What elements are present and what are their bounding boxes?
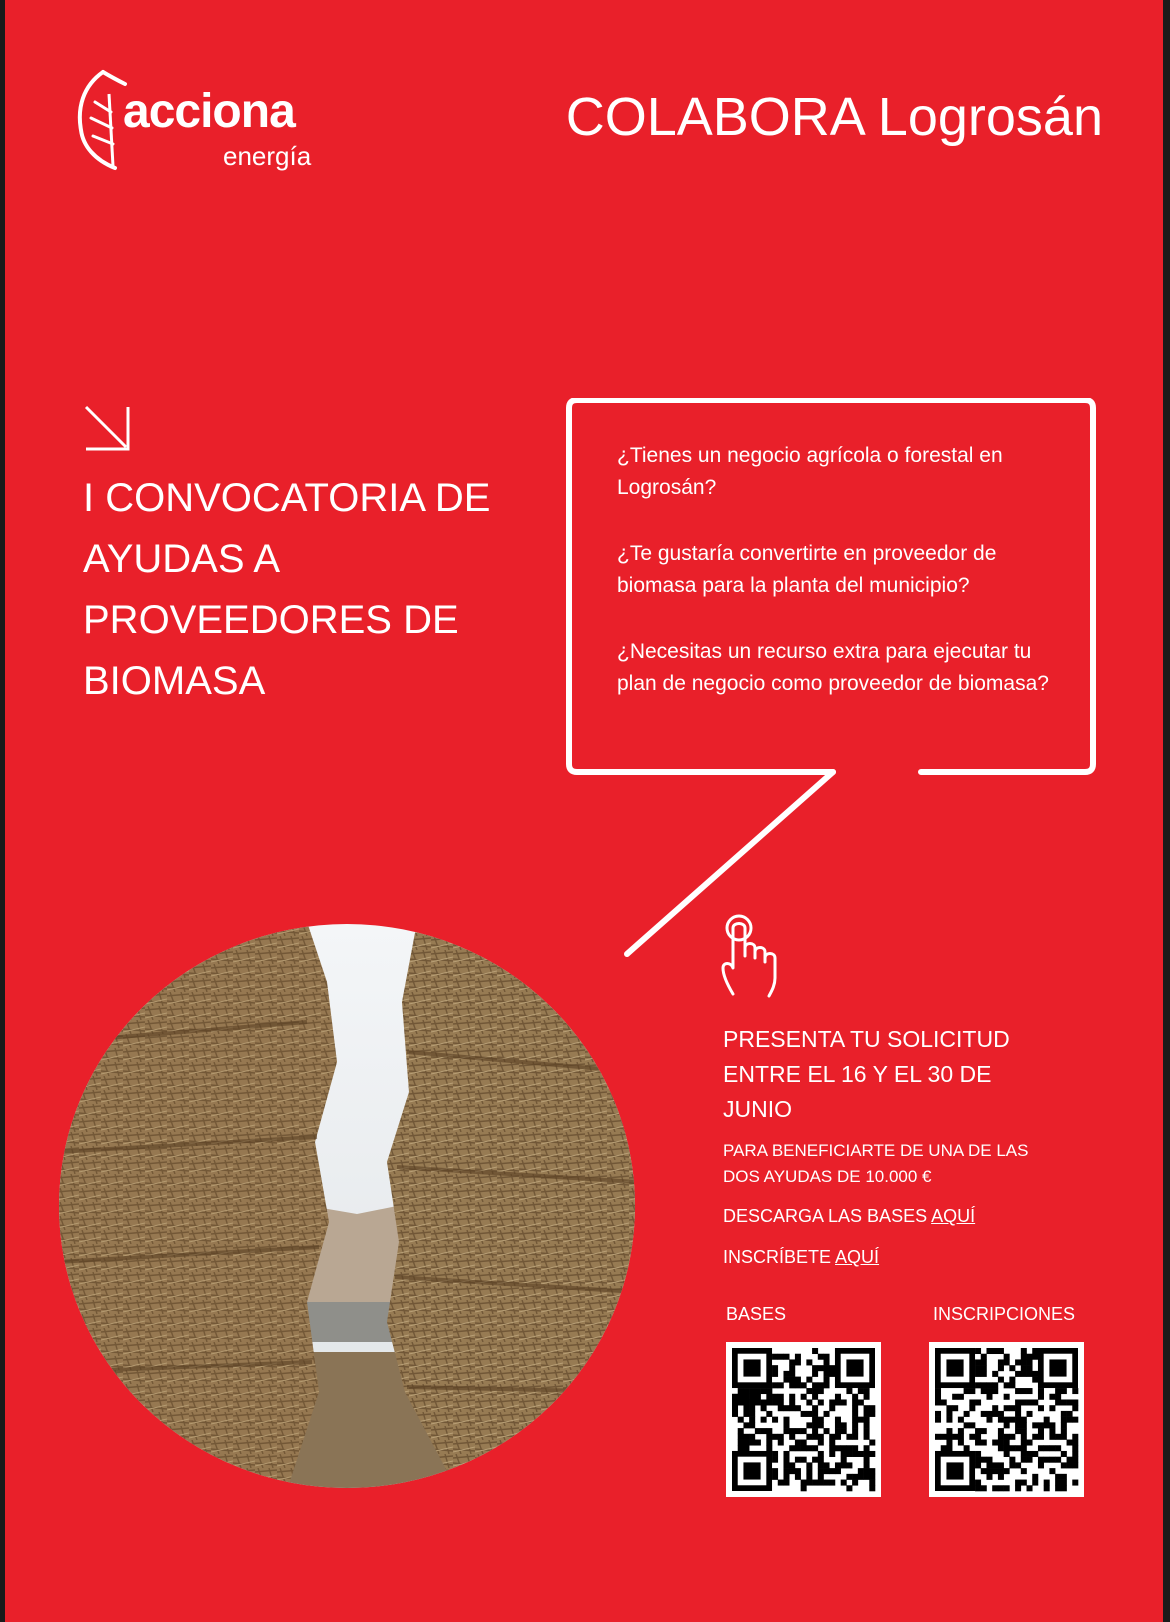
question-2: ¿Te gustaría convertirte en proveedor de biomasa para la planta del municipio? bbox=[617, 542, 997, 597]
question-1: ¿Tienes un negocio agrícola o forestal en Logrosán? bbox=[617, 444, 1003, 499]
arrow-down-right-icon bbox=[83, 404, 131, 452]
download-bases-line bbox=[723, 1204, 975, 1228]
qr-code-icon bbox=[726, 1342, 881, 1497]
qr-label-inscripciones: INSCRIPCIONES bbox=[933, 1304, 1076, 1324]
logo-wordmark: acciona bbox=[123, 85, 295, 138]
acciona-logo bbox=[73, 68, 323, 178]
qr-code-icon bbox=[929, 1342, 1084, 1497]
download-bases-link[interactable]: AQUÍ bbox=[931, 1206, 976, 1226]
hay-bales-photo bbox=[57, 922, 637, 1490]
qr-code-bases[interactable] bbox=[726, 1342, 881, 1497]
cta-headline: PRESENTA TU SOLICITUD ENTRE EL 16 Y EL 30 DE JUNIO bbox=[723, 1026, 1010, 1122]
question-3: ¿Necesitas un recurso extra para ejecutar tu plan de negocio como proveedor de biomasa? bbox=[617, 640, 1049, 695]
hand-pointer-icon bbox=[719, 912, 781, 1002]
bubble-questions bbox=[617, 440, 1067, 734]
cta-subtext: PARA BENEFICIARTE DE UNA DE LAS DOS AYUDAS DE 10.000 € bbox=[723, 1141, 1029, 1186]
page-title: COLABORA Logrosán bbox=[565, 87, 1103, 147]
register-text: INSCRÍBETE bbox=[723, 1247, 832, 1267]
headline: I CONVOCATORIA DE AYUDAS A PROVEEDORES DE BIOMASA bbox=[83, 476, 491, 703]
logo-subtitle: energía bbox=[223, 141, 312, 171]
download-text: DESCARGA LAS BASES bbox=[723, 1206, 928, 1226]
qr-label-bases: BASES bbox=[726, 1304, 787, 1324]
qr-code-inscripciones[interactable] bbox=[929, 1342, 1084, 1497]
register-link[interactable]: AQUÍ bbox=[835, 1247, 880, 1267]
register-line bbox=[723, 1245, 879, 1269]
poster bbox=[5, 0, 1163, 1622]
